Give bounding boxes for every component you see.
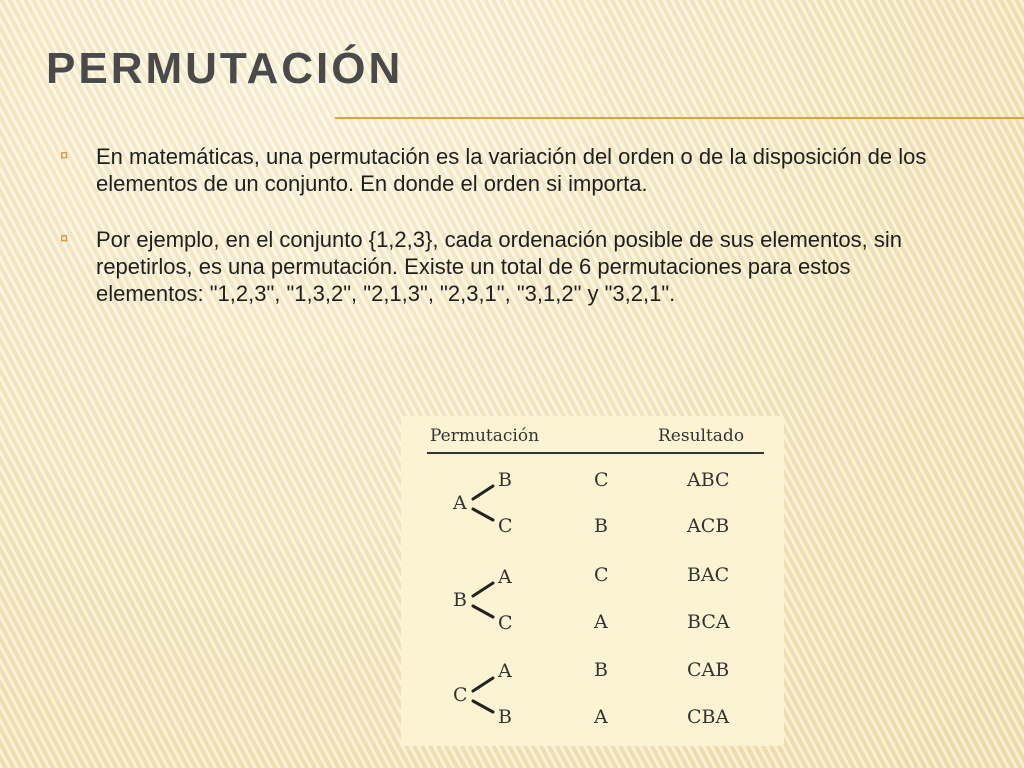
tree-third: A: [594, 611, 608, 633]
tree-root-b: B: [453, 589, 467, 611]
tree-root-a: A: [453, 492, 467, 514]
bullet-item: [60, 143, 940, 197]
bullet-item: [60, 226, 940, 307]
tree-result: CBA: [687, 706, 730, 728]
tree-result: ABC: [687, 469, 730, 491]
branch-C-upper: [473, 678, 493, 691]
tree-second: B: [498, 469, 512, 491]
tree-root-c: C: [453, 684, 468, 706]
bullet-marker-icon: ¤: [60, 230, 69, 247]
permutation-tree-figure: [401, 416, 784, 746]
branch-A-upper: [473, 486, 493, 499]
figure-header-permutacion: Permutación: [430, 426, 540, 446]
bullet-text-example: Por ejemplo, en el conjunto {1,2,3}, cada ordenación posible de sus elementos, sin repetirlos, es una permutación. Existe un total de 6 permutaciones para estos elementos: "1,2,3", "1,3,2", "2,1,3", "2,3,1", "3,1,2" y "3,2,1".: [96, 227, 902, 306]
figure-header-resultado: Resultado: [658, 426, 745, 446]
tree-third: C: [594, 564, 609, 586]
tree-result: BAC: [687, 564, 730, 586]
tree-result: BCA: [687, 611, 730, 633]
tree-second: A: [498, 660, 512, 682]
branch-C-lower: [473, 701, 493, 712]
tree-second: C: [498, 612, 513, 634]
bullet-text-pre: En matemáticas, una: [96, 144, 309, 169]
bullet-list: [60, 143, 940, 336]
branch-B-lower: [473, 606, 493, 617]
bullet-text-definition: [96, 143, 940, 197]
tree-third: B: [594, 515, 608, 537]
tree-third: C: [594, 469, 609, 491]
tree-second: A: [498, 566, 512, 588]
bullet-marker-icon: ¤: [60, 147, 69, 164]
tree-second: C: [498, 515, 513, 537]
tree-second: B: [498, 706, 512, 728]
slide-title: PERMUTACIÓN: [46, 44, 404, 93]
branch-A-lower: [473, 509, 493, 520]
branch-B-upper: [473, 583, 493, 596]
tree-result: CAB: [687, 659, 730, 681]
bullet-text-post: es la variación del orden o de la disposición de los elementos de un conjunto. En donde el orden si importa.: [96, 144, 927, 196]
tree-third: B: [594, 659, 608, 681]
keyword-permutacion: permutación: [308, 144, 430, 169]
tree-third: A: [594, 706, 608, 728]
tree-result: ACB: [687, 515, 730, 537]
title-underline: [335, 117, 1024, 119]
